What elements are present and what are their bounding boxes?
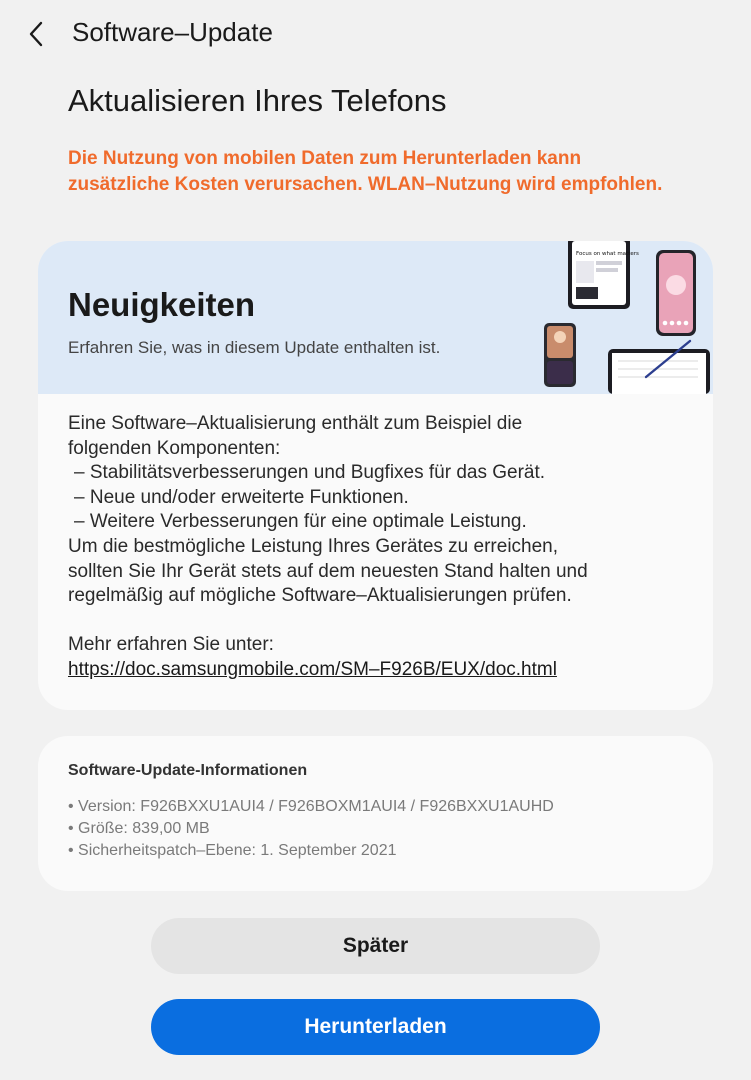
phone-device — [656, 250, 696, 336]
news-body-line: regelmäßig auf mögliche Software–Aktualisierungen prüfen. — [68, 585, 572, 607]
foldable-open-device — [568, 241, 639, 309]
app-bar — [0, 0, 751, 68]
flip-phone-device — [544, 323, 576, 387]
news-subtitle: Erfahren Sie, was in diesem Update enthalten ist. — [68, 338, 441, 357]
news-body-line: Um die bestmögliche Leistung Ihres Gerätes zu erreichen, — [68, 535, 559, 557]
news-body-line: sollten Sie Ihr Gerät stets auf dem neuesten Stand halten und — [68, 560, 588, 582]
update-info-list — [68, 796, 554, 862]
more-info-label: Mehr erfahren Sie unter: — [68, 634, 274, 656]
back-button[interactable] — [18, 14, 54, 54]
more-info-link[interactable]: https://doc.samsungmobile.com/SM–F926B/EUX/doc.html — [68, 658, 557, 680]
news-card — [38, 241, 713, 710]
update-info-card — [38, 736, 713, 891]
spacer — [68, 609, 698, 634]
download-button[interactable]: Herunterladen — [151, 999, 600, 1055]
version-info: • Version: F926BXXU1AUI4 / F926BOXM1AUI4 / F926BXXU1AUHD — [68, 798, 554, 815]
update-info-title: Software-Update-Informationen — [68, 762, 308, 779]
news-body — [68, 412, 698, 683]
illustration-text: Focus on what matters — [576, 251, 639, 257]
page-title: Aktualisieren Ihres Telefons — [68, 83, 447, 118]
security-patch-info: • Sicherheitspatch–Ebene: 1. September 2021 — [68, 842, 397, 859]
chevron-left-icon — [28, 21, 44, 47]
later-button[interactable]: Später — [151, 918, 600, 974]
news-header — [38, 241, 713, 394]
app-bar-title: Software–Update — [72, 17, 273, 47]
news-body-line: – Weitere Verbesserungen für eine optimale Leistung. — [74, 511, 527, 533]
news-body-line: – Neue und/oder erweiterte Funktionen. — [74, 486, 409, 508]
news-body-line: Eine Software–Aktualisierung enthält zum Beispiel die — [68, 413, 523, 434]
news-body-line: – Stabilitätsverbesserungen und Bugfixes für das Gerät. — [74, 462, 546, 484]
size-info: • Größe: 839,00 MB — [68, 820, 210, 837]
news-title: Neuigkeiten — [68, 286, 256, 323]
devices-illustration — [538, 241, 713, 394]
tablet-device — [608, 341, 710, 394]
data-usage-warning: Die Nutzung von mobilen Daten zum Herunterladen kann zusätzliche Kosten verursachen. WLAN–Nutzung wird empfohlen. — [68, 148, 663, 195]
news-body-line: folgenden Komponenten: — [68, 437, 281, 459]
